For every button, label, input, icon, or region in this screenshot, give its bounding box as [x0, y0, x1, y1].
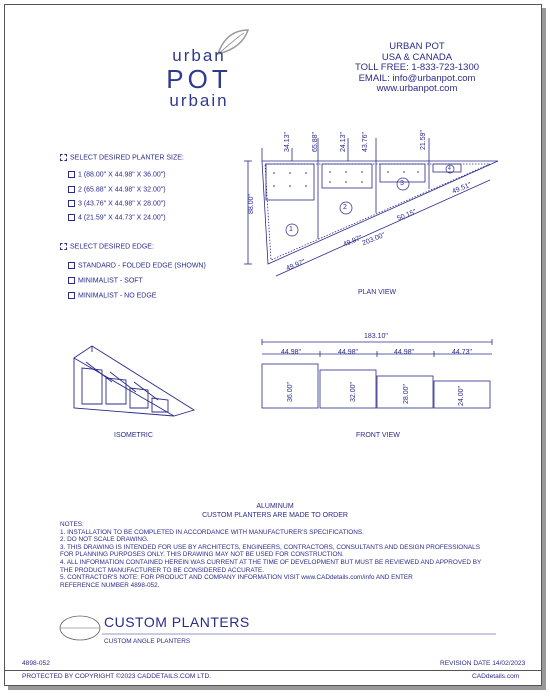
company-region: USA & CANADA [381, 51, 453, 63]
checkbox-icon [68, 200, 75, 207]
plan-dim-left: 88.00" [248, 193, 255, 214]
plan-dim-diag1: 49.97" [285, 258, 307, 273]
logo-urban: urban [172, 46, 226, 65]
plan-dim-top3: 24.13" [340, 131, 347, 152]
drawing-title: CUSTOM PLANTERS [104, 614, 250, 630]
urbanpot-logo [158, 34, 240, 114]
company-email: EMAIL: info@urbanpot.com [358, 72, 476, 84]
edge-option-no-edge[interactable]: MINIMALIST - NO EDGE [68, 292, 156, 300]
note-line: REFERENCE NUMBER 4898-052. [60, 581, 160, 589]
plan-dim-top1: 34.13" [284, 131, 291, 152]
company-phone: TOLL FREE: 1-833-723-1300 [354, 62, 480, 73]
plan-dim-diag2: 49.97" [342, 234, 364, 249]
note-line: FOR PLANNING PURPOSES ONLY. THIS DRAWING MAY NOT BE USED FOR CONSTRUCTION. [60, 551, 344, 559]
logo-urbain: urbain [169, 91, 229, 110]
plan-dim-top2: 65.88" [312, 131, 319, 152]
revision-date: REVISION DATE 14/02/2023 [440, 660, 526, 667]
plan-number-2: 2 [343, 204, 347, 211]
front-height-1: 36.00" [287, 381, 294, 402]
front-height-3: 28.00" [403, 383, 410, 404]
reference-number: 4898-052 [22, 660, 50, 667]
front-height-2: 32.00" [350, 381, 357, 402]
edge-options-header[interactable]: SELECT DESIRED EDGE: [60, 243, 154, 251]
note-line: 5. CONTRACTOR'S NOTE: FOR PRODUCT AND COMPANY INFORMATION VISIT www.CADdetails.com/info AND ENTER [60, 574, 413, 582]
logo-pot: POT [166, 64, 232, 94]
checkbox-icon [68, 277, 75, 284]
front-width-3: 44.98" [394, 349, 415, 356]
plan-number-1: 1 [289, 226, 293, 233]
plan-number-3: 3 [400, 180, 404, 187]
plan-view-drawing [240, 128, 510, 298]
plan-dim-top4: 43.76" [362, 131, 369, 152]
checkbox-icon [60, 154, 67, 161]
size-option-1[interactable]: 1 (88.00" X 44.98" X 36.00") [68, 171, 166, 179]
front-width-4: 44.73" [452, 349, 473, 356]
front-dim-total: 183.10" [364, 333, 388, 340]
isometric-label: ISOMETRIC [114, 432, 153, 439]
checkbox-icon [68, 262, 75, 269]
footer-divider [4, 670, 542, 671]
checkbox-icon [60, 243, 67, 250]
notes-block [60, 521, 481, 589]
company-name: URBAN POT [389, 41, 445, 52]
company-website: www.urbanpot.com [376, 83, 458, 94]
size-options-header[interactable]: SELECT DESIRED PLANTER SIZE: [60, 154, 184, 162]
note-line: THE PRODUCT MANUFACTURER TO BE CONSIDERED ACCURATE. [60, 566, 265, 574]
notes-header: NOTES: [60, 521, 84, 528]
edge-option-soft[interactable]: MINIMALIST - SOFT [68, 277, 143, 285]
checkbox-icon [68, 171, 75, 178]
front-height-4: 24.00" [458, 385, 465, 406]
edge-option-standard[interactable]: STANDARD - FOLDED EDGE (SHOWN) [68, 262, 206, 270]
plan-number-4: 4 [448, 166, 451, 172]
front-view-label: FRONT VIEW [356, 432, 400, 439]
checkbox-icon [68, 292, 75, 299]
plan-view-label: PLAN VIEW [358, 289, 397, 296]
front-width-2: 44.98" [338, 349, 359, 356]
caddetails-site[interactable]: CADdetails.com [472, 673, 520, 680]
copyright: PROTECTED BY COPYRIGHT ©2023 CADDETAILS.COM LTD. [22, 673, 212, 680]
size-option-4[interactable]: 4 (21.59" X 44.73" X 24.00") [68, 214, 166, 222]
note-line: 2. DO NOT SCALE DRAWING. [60, 536, 149, 544]
checkbox-icon [68, 214, 75, 221]
plan-dim-diag3: 50.15" [396, 208, 418, 223]
plan-dim-top5: 21.59" [420, 129, 427, 150]
company-info [352, 42, 482, 95]
note-line: 4. ALL INFORMATION CONTAINED HEREIN WAS CURRENT AT THE TIME OF DEVELOPMENT BUT MUST BE REVIEWED AND APPROVED BY [60, 558, 482, 566]
note-line: 3. THIS DRAWING IS INTENDED FOR USE BY ARCHITECTS, ENGINEERS, CONTRACTORS, CONSULTANTS AND DESIGN PROFESSIONALS [60, 543, 480, 551]
isometric-drawing [70, 338, 200, 420]
size-option-2[interactable]: 2 (65.88" X 44.98" X 32.00") [68, 186, 166, 194]
size-option-3[interactable]: 3 (43.76" X 44.98" X 28.00") [68, 200, 166, 208]
note-line: 1. INSTALLATION TO BE COMPLETED IN ACCORDANCE WITH MANUFACTURER'S SPECIFICATIONS. [60, 528, 364, 536]
front-width-1: 44.98" [281, 349, 302, 356]
checkbox-icon [68, 186, 75, 193]
plan-dim-diag4: 49.51" [451, 181, 473, 196]
material-line1: ALUMINUM [256, 503, 294, 510]
material-line2: CUSTOM PLANTERS ARE MADE TO ORDER [202, 512, 348, 519]
plan-dim-total: 203.00" [361, 231, 387, 248]
drawing-subtitle: CUSTOM ANGLE PLANTERS [104, 638, 191, 645]
